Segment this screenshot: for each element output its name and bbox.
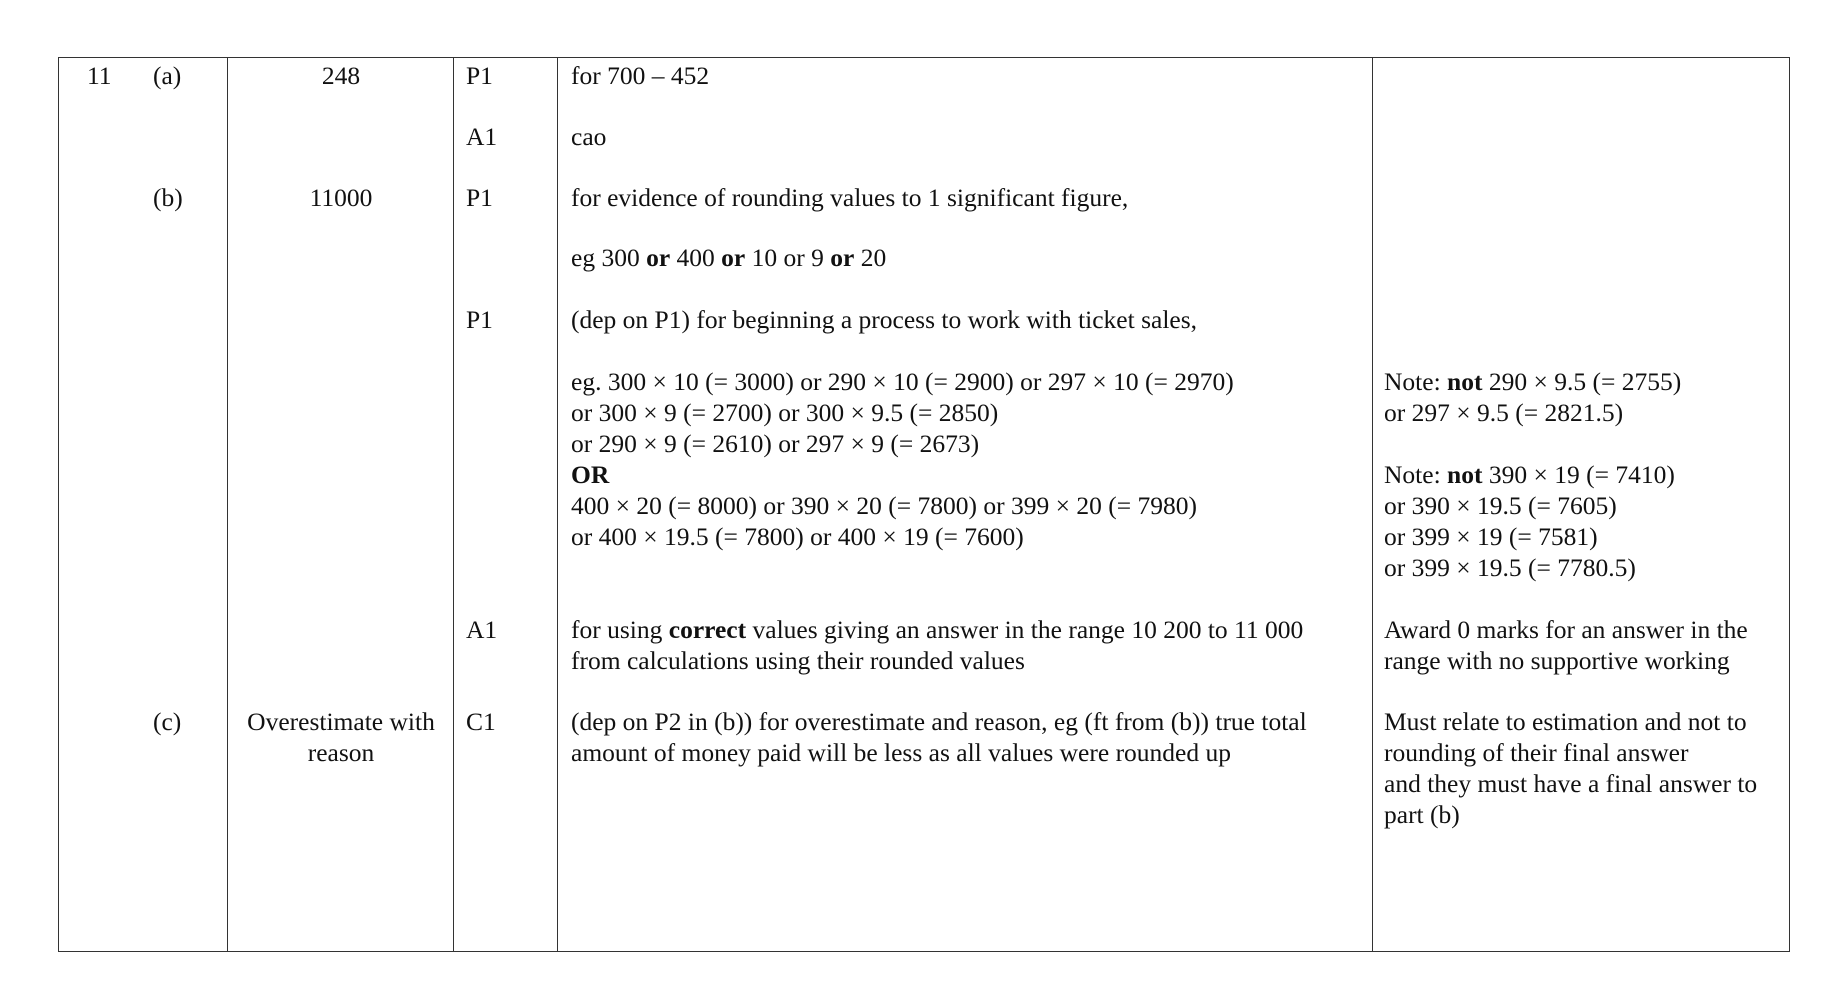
mark-b-p1-second: P1 <box>466 305 493 334</box>
note-b-process: (dep on P1) for beginning a process to work with ticket sales, <box>571 305 1198 334</box>
note-b-a1-line2: from calculations using their rounded values <box>571 646 1025 675</box>
answer-c-line1: Overestimate with <box>247 707 435 736</box>
note-b-example: eg 300 or 400 or 10 or 9 or 20 <box>571 243 887 272</box>
part-label-b: (b) <box>153 183 183 212</box>
note-b-eg-line: 400 × 20 (= 8000) or 390 × 20 (= 7800) or 399 × 20 (= 7980) <box>571 491 1197 520</box>
part-label-c: (c) <box>153 707 182 736</box>
part-label-a: (a) <box>153 61 182 90</box>
note-c-line1: (dep on P2 in (b)) for overestimate and reason, eg (ft from (b)) true total <box>571 707 1307 736</box>
question-number: 11 <box>87 61 112 90</box>
mark-a-a1: A1 <box>466 122 498 151</box>
mark-b-p1: P1 <box>466 183 493 212</box>
guidance-b-a1-line1: Award 0 marks for an answer in the <box>1384 615 1748 644</box>
note-b-or: OR <box>571 460 610 489</box>
guidance-b-note2: Note: not 390 × 19 (= 7410) <box>1384 460 1675 489</box>
guidance-b-note2-line: or 399 × 19.5 (= 7780.5) <box>1384 553 1636 582</box>
answer-c-line2: reason <box>307 738 375 767</box>
answer-b: 11000 <box>309 183 373 212</box>
note-a-p1: for 700 – 452 <box>571 61 710 90</box>
column-divider <box>1372 58 1373 951</box>
guidance-c-line: part (b) <box>1384 800 1460 829</box>
guidance-c-line: and they must have a final answer to <box>1384 769 1758 798</box>
note-a-a1: cao <box>571 122 607 151</box>
guidance-b-a1-line2: range with no supportive working <box>1384 646 1730 675</box>
note-b-eg-line: or 290 × 9 (= 2610) or 297 × 9 (= 2673) <box>571 429 980 458</box>
note-c-line2: amount of money paid will be less as all values were rounded up <box>571 738 1231 767</box>
guidance-c-line: Must relate to estimation and not to <box>1384 707 1747 736</box>
guidance-b-note2-line: or 399 × 19 (= 7581) <box>1384 522 1598 551</box>
guidance-b-note1: Note: not 290 × 9.5 (= 2755) <box>1384 367 1682 396</box>
mark-a-p1: P1 <box>466 61 493 90</box>
note-b-rounding: for evidence of rounding values to 1 significant figure, <box>571 183 1129 212</box>
guidance-b-note2-line: or 390 × 19.5 (= 7605) <box>1384 491 1617 520</box>
guidance-c-line: rounding of their final answer <box>1384 738 1689 767</box>
mark-c-c1: C1 <box>466 707 496 736</box>
column-divider <box>557 58 558 951</box>
note-b-a1-line1: for using correct values giving an answer in the range 10 200 to 11 000 <box>571 615 1304 644</box>
note-b-eg-line: or 300 × 9 (= 2700) or 300 × 9.5 (= 2850) <box>571 398 999 427</box>
answer-a: 248 <box>321 61 361 90</box>
guidance-b-note1-line2: or 297 × 9.5 (= 2821.5) <box>1384 398 1624 427</box>
note-b-eg-line: or 400 × 19.5 (= 7800) or 400 × 19 (= 7600) <box>571 522 1024 551</box>
mark-b-a1: A1 <box>466 615 498 644</box>
note-b-eg-line: eg. 300 × 10 (= 3000) or 290 × 10 (= 2900) or 297 × 10 (= 2970) <box>571 367 1234 396</box>
